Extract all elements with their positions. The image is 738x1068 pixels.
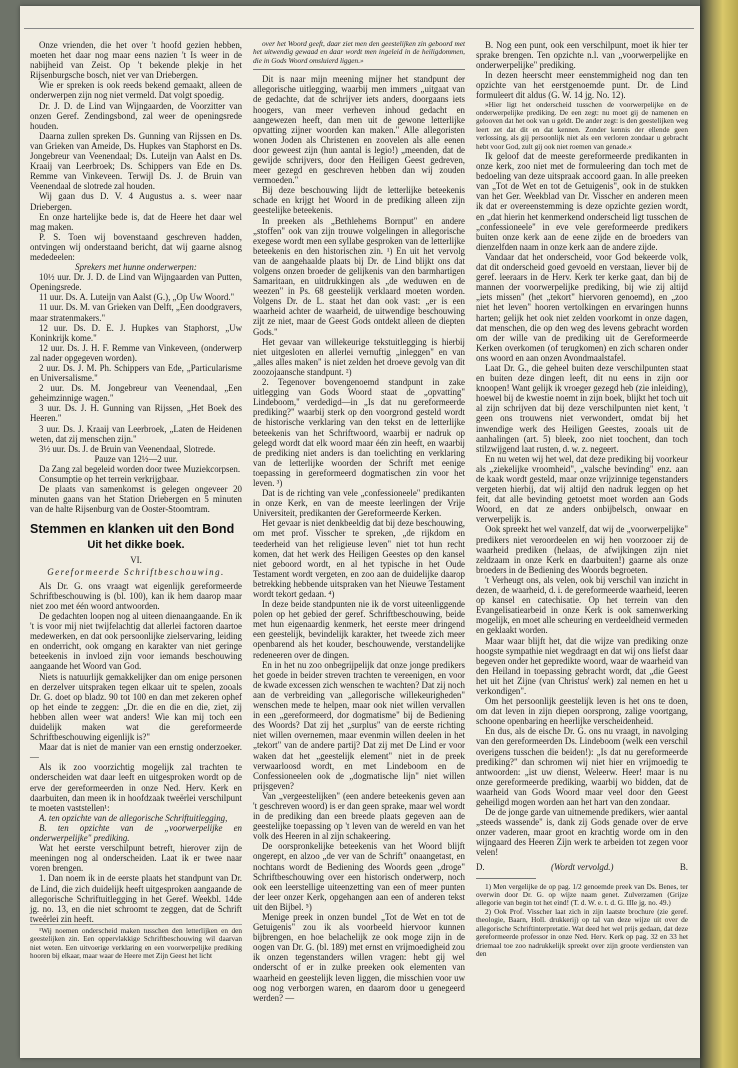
book-spine [700, 0, 738, 1068]
paragraph: Da Zang zal begeleid worden door twee Muziekcorpsen. [39, 463, 241, 474]
paragraph: Als Dr. G. ons vraagt wat eigenlijk gereformeerde Schriftbeschouwing is (bl. 100), kan ik hem daarop maar niet zoo met één woord antwoorden. [30, 580, 242, 611]
paragraph: De plaats van samenkomst is gelegen ongeveer 20 minuten gaans van het Station Driebergen en 5 minuten van de halte Rijsenburg van de Ooster-Stoomtram. [30, 484, 242, 515]
program-item: 12 uur. Ds. D. E. J. Hupkes van Staphorst, „Uw Koninkrijk kome." [30, 322, 242, 343]
paragraph: Het gevaar is niet denkbeeldig dat bij deze beschouwing, om met prof. Visscher te spreken, „de rijkdom en teederheid van het religieuse leven" niet tot hun recht komen, dat het werk des Heiligen Geestes op den kansel niet geboord wordt, en al het typische in het Oude Testament wordt vergeten, en zoo aan de duidelijke daarop betrekking hebbende uitspraken van het Nieuwe Testament wordt tekort gedaan. ⁴) [253, 518, 465, 599]
column-1 [30, 40, 242, 961]
top-rule [24, 28, 694, 29]
program-item: 11 uur. Ds. A. Luteijn van Aalst (G.), „Op Uw Woord." [39, 292, 235, 303]
paragraph: Niets is natuurlijk gemakkelijker dan om enige personen en derzelver uitspraken tegen elkaar uit te spelen, zooals Dr. G. doet op bladz. 90 tot 100 en dan met zekeren ophef op het einde te zeggen: „Dr. die en die en die, ziet, zij hebben allen weer wat anders! Wie kan mij toch een duidelijk maken wat die gereformeerde Schriftbeschouwing eigenlijk is?" [30, 671, 242, 743]
program-item: 3 uur. Ds. J. H. Gunning van Rijssen, „Het Boek des Heeren." [30, 403, 242, 424]
paragraph: Vandaar dat het onderscheid, voor God bekeerde volk, dat dit onderscheid goed gevoeld en verstaan, liever bij de geref. leeraars in de Herv. Kerk ter kerke gaat, dan bij de mannen der voorwerpelijke prediking, bij wie zij altijd „iets missen" (het „tekort" hiervoren genoemd), en „zoo niet het leven" hooren vertolkingen en ervaringen hunns harten; gelijk het ook niet zelden voorkomt in onze dagen, dat menschen, die op den weg des levens gebracht worden om der wille van de prediking uit de Gereformeerde Kerken overkomen (of terugkomen) en zich scharen onder ons woord en aan onzen Avondmaalstafel. [476, 251, 688, 363]
program-item: 10½ uur. Dr. J. D. de Lind van Wijngaarden van Putten, Openingsrede. [30, 272, 242, 293]
paragraph: P. S. Toen wij bovenstaand geschreven hadden, ontvingen wij onderstaand bericht, dat wij gaarne alsnog mededeelen: [30, 231, 242, 262]
paragraph: Het gevaar van willekeurige tekstuitlegging is hierbij niet uitgesloten en allerlei vernuftig „inleggen" en van „alles alles maken" is niet zelden het droeve gevolg van dit zoozojaansche standpunt. ²) [253, 336, 465, 377]
paragraph: Consumptie op het terrein verkrijgbaar. [39, 474, 179, 485]
scan-left-edge [0, 0, 20, 1068]
program-item: 2 uur. Ds. M. Jongebreur van Veenendaal, „Een geheimzinnige wagen." [30, 383, 242, 404]
footnote: 1) Men vergelijke de op pag. 1/2 genoemde preek van Ds. Benes, ter overwin door Dr. G. op wijze naam genet. Zulverzamen (Grijze allegorie van begin tot het eind! (T. d. W. e. t. d. G. IIIe jg. no. 49.) [476, 881, 688, 908]
paragraph: Laat Dr. G., die geheel buiten deze verschilpunten staat en buiten deze dingen leeft, dit nu eens in zijn oor knoopen! Want gelijk ik vroeger gezegd heb (zie inleiding), hoewel bij de kwestie noemt in zijn boek, blijkt het toch uit al zijn schrijven dat bij deze verschilpunten niet kent, 't geen ons trouwens niet verwondert, omdat bij het inwendige werk des Heiligen Geestes, zooals uit de aanhalingen (art. 5) bleek, zoo niet toochent, dan toch stilzwijgend laat rusten, d. w. z. negeert. [476, 362, 688, 454]
paragraph: Onze vrienden, die het over 't hoofd gezien hebben, moeten het daar nog maar eens nazien 't Is weer in de nabijheid van Zeist. Op 't bekende plekje in het Rijsenburgsche bosch, niet ver van Driebergen. [30, 40, 242, 81]
paragraph: 1. Dan noem ik in de eerste plaats het standpunt van Dr. de Lind, die zich duidelijk heeft uitgesproken aangaande de allegorische Schriftuitlegging in het Geref. Weekbl. 14de jg. no. 13, en die niet schroomt te zeggen, dat de Schrift tweërlei zin heeft. [30, 873, 242, 924]
paragraph: 't Verheugt ons, als velen, ook bij verschil van inzicht in dezen, de waarheid, d. i. de gereformeerde waarheid, leeren op kansel en catechisatie. Op het terrein van den Evangelisatiearbeid in onze Kerk is ook samenwerking mogelijk, en moet alle scheuring en verdeeldheid vermeden en geklaakt worden. [476, 574, 688, 636]
program-item: 2 uur. Ds. J. M. Ph. Schippers van Ede, „Particularisme en Universalisme." [30, 363, 242, 384]
program-item: 12 uur. Ds. J. H. F. Remme van Vinkeveen, (onderwerp zal nader opgegeven worden). [30, 342, 242, 363]
paragraph: Wij gaan dus D. V. 4 Augustus a. s. weer naar Driebergen. [30, 191, 242, 212]
program-item: 3½ uur. Ds. J. de Bruin van Veenendaal, Slotrede. [39, 443, 216, 454]
footnote: 2) Ook Prof. Visscher laat zich in zijn laatste brochure (zie geref. theologie, Baarn, Holl. drukkerij) op tal van deze wijze uit over de allegorische Schriftinterpretatie. Wat deed het wel prijs gedaan, dat deze gereformeerde professor in onze Ned. Herv. Kerk op pag. 32 en 33 het driemaal toe zoo nadrukkelijk spreekt over zijn groote verdiensten van den [476, 906, 688, 958]
paragraph: Bij deze beschouwing lijdt de letterlijke beteekenis schade en krijgt het Woord in de prediking alleen zijn geestelijke beteekenis. [253, 185, 465, 216]
paragraph: En onze hartelijke bede is, dat de Heere het daar wel mag maken. [30, 211, 242, 232]
signature-initial-left: D. [476, 861, 485, 872]
paragraph: Maar waar blijft het, dat die wijze van prediking onze hoogste sympathie niet wegdraagt en dat wij ons liefst daar begeven onder het geprediktе woord, waar de waarheid van den Heiland in toepassing gebracht wordt, dat „die Geest het uit het Zijne (van Christus' werk) zal nemen en het u verkondigen". [476, 635, 688, 696]
section-heading: Stemmen en klanken uit den Bond [30, 522, 235, 537]
paragraph: In deze beide standpunten nie ik de vorst uiteenliggende polen op het gebied der geref. Schriftbeschouwing, beide met hun eigenaardig kenmerk, het eerste meer dringend een geestelijk, bevindelijk karakter, het tweede zich meer openbarend als het kouder, beschouwende, verstandelijke redeneeren over de dingen. [253, 599, 465, 660]
footnote-rule [476, 878, 536, 879]
section-subheading: Uit het dikke boek. [87, 539, 185, 552]
paragraph: Dat is de richting van vele „confessioneele" predikanten in onze Kerk, en van de meeste leerlingen der Vrije Universiteit, predikanten der Gereformeerde Kerken. [253, 488, 465, 519]
paragraph: In preeken als „Bethlehems Bornput" en andere „stoffen" ook van zijn trouwe volgelingen in allegorische exegese wordt men een syllabe gesproken van de letterlijke beteekenis en den historischen zin. ¹) En uit het vervolg van de aangehaalde plaats bij Dr. de Lind blijkt ons dat volgens onzen broeder de gelijkenis van den barmhartigen Samaritaan, en uitdrukkingen als „de weduwen en de weezen" in Ps. 68 geestelijk verklaard moeten worden. Volgens Dr. de L. staat het dan ook vast: „er is een waarheid achter de waarheid, de uitwendige beschouwing zijt ze niet, maar de Geest Gods ontdekt alleen de diepten Gods." [253, 215, 465, 337]
paragraph: Ik geloof dat de meeste gereformeerde predikanten in onze kerk, zoo niet met de formuleering dan toch met de bedoeling van deze uitspraak accoord gaan. In alle preeken van „Tot de Wet en tot de Getuigenis", ook in de stukken van het Ger. Weekblad van Dr. Visscher en anderen meen ik dat er overeenstemming is deze opzichte gezien wordt, en „dat hierin het kenmerkend onderscheid ligt tusschen de „confessioneele" in eve vele gereformeerde predikers buiten onze kerk aan de eene zijde en de broeders van dienzelfden naam in onze kerk aan de andere zijde. [476, 151, 688, 252]
signature-line [476, 862, 688, 872]
divider [253, 69, 465, 70]
paragraph: Ook spreekt het wel vanzelf, dat wij de „voorwerpelijke" predikers niet veroordeelen en wij hen voorzooer zij de waarheid prediken (helaas, de afwijkingen zijn niet zeldzaam in onze Kerk en daarbuiten!) gaarne als onze broeders in de Bediening des Woords begroeten. [476, 524, 688, 575]
quote-block: »Hier ligt het onderscheid tusschen de voorwerpelijke en de onderwerpelijke prediking. De een zegt: nu moet gij de namenen en gelooven dat het ook van u geldt. De ander zegt: is den geestelijken weg leert zet dat dit en dat kennen. Zonder kennis der ellende geen verlossing, als gij persoonlijk niet als een verloren zondaar u gebracht hebt voor God, zult gij ook niet roemen van genade.« [476, 99, 688, 151]
paragraph: Dit is naar mijn meening mijner het standpunt der allegorische uitlegging, waarbij men immers „uitgaat van de gedachte, dat de schrijver iets anders, doorgaans iets hoogers, van meer verheven inhoud gedacht en aangewezen heeft, dan men uit de gewone letterlijke opvatting zijner woorden kan maken." Alle allegoristen wonen Joden als Christenen en zoovelen als alle eenen door geweest zijn (hun aantal is legio!) „meenden, dat de gewijde schrijvers, door den Heiligen Geest gedreven, meer gezegd en geschreven hebben dan wij zouden vermoeden." [253, 74, 465, 186]
paragraph: De gedachten loopen nog al uiteen dienaangaande. En ik 't is voor mij niet twijfelachtig dat allerlei factoren daartoe medewerken, en dat ook persoonlijke zielservaring, leiding en onderricht, ook omgang en karakter van niet geringe beteekenis in invloed zijn voor iemands beschouwing aangaande het Woord van God. [30, 610, 242, 672]
footnote: ¹Wij noemen onderscheid maken tusschen den letterlijken en den geestelijken zin. Een oppervlakkige Schriftbeschouwing wil daarvan niet weten. Een uitvoerige verklaring en een voorwerpelijke prediking hooren bij elkaar, maar waar de Heere met Zijn Geest het licht [30, 925, 242, 961]
paragraph: Daarna zullen spreken Ds. Gunning van Rijssen en Ds. van Grieken van Ameide, Ds. Hupkes van Staphorst en Ds. Jongebreur van Veenendaal; Ds. Luteijn van Aalst en Ds. Kraaij van Leerbroek; Ds. Schippers van Ede en Ds. Remme van Vinkeveen. Terwijl Ds. J. de Bruin van Veenendaal de slotrede zal houden. [30, 130, 242, 192]
footnote-continued: over het Woord geeft, daar ziet men den geestelijken zin geboord met het uitwendig gewaad en daar wordt men ingeleid in de heiligdommen, die in Gods Woord omsluierd liggen.» [253, 39, 465, 65]
program-item: 3 uur. Ds. J. Kraaij van Leerbroek, „Laten de Heidenen weten, dat zij menschen zijn." [30, 423, 242, 444]
paragraph: Maar dat is niet de manier van een ernstig onderzoeker. — [30, 742, 242, 763]
paragraph: B. Nog een punt, ook een verschilpunt, moet ik hier ter sprake brengen. Ten opzichte n.l. van „voorwerpelijke en onderwerpelijke" prediking. [476, 40, 688, 71]
pause-line: Pauze van 12½—2 uur. [94, 453, 178, 464]
paragraph: Wie er spreken is ook reeds bekend gemaakt, alleen de onderwerpen zijn nog niet vermeld. Dat volgt spoedig. [30, 80, 242, 101]
paragraph: B. ten opzichte van de „voorwerpelijke en onderwerpelijke" prediking. [30, 822, 242, 844]
paragraph: Als ik zoo voorzichtig mogelijk zal trachten te onderscheiden wat daar leeft en uitgesproken wordt op de erve der gereformeerden in onze Ned. Herv. Kerk en daarbuiten, dan meen ik in hoofdzaak tweërlei verschilpunt te moeten vaststellen¹: [30, 762, 242, 813]
paragraph: En dus, als de eische Dr. G. ons nu vraagt, in navolging van den gereformeerden Ds. Lindeboom (welk een verschil overigens tusschen die beiden!): „Is dat nu gereformeerde prediking?" dan schromen wij niet hier en vrijmoedig te antwoorden: „ist uw dienst, Weleerw. Heer! maar is nu onze gereformeerde prediking, waarbij wo bidden, dat de waarheid van Gods Woord maar veel door den Geest geheiligd mogen worden aan het hart van den zondaar. [476, 726, 688, 807]
to-be-continued: (Wordt vervolgd.) [551, 861, 614, 872]
paragraph: Wat het eerste verschilpunt betreft, hierover zijn de meeningen nog al onderscheiden. Laat ik er twee naar voren brengen. [30, 843, 242, 874]
paragraph: En nu weten wij het wel, dat deze prediking bij voorkeur als „ziekelijke vroomheid", „valsche bevinding" enz. aan de kaak wordt gesteld, maar onze vrijzinnige tegenstanders vergeten hierbij, dat wij altijd den nadruk leggen op het feit, dat alle bevinding getoetst moet worden aan Gods Woord, en dat ze anders onbijbelsch, onwaar en verwerpelijk is. [476, 453, 688, 525]
column-2 [253, 40, 465, 1003]
paragraph: De oorspronkelijke beteekenis van het Woord blijft ongerept, en alzoo „de ver van de Schrift" onaangetast, en nochtans wordt de Bediening des Woords geen „droge" Schriftbeschouwing over een historisch onderwerp, noch ook een leerstellige uiteenzetting van een of meer punten der leer onzer Kerk, opgehangen aan een of anderen tekst uit den Bijbel. ⁵) [253, 841, 465, 912]
paragraph: Menige preek in onzen bundel „Tot de Wet en tot de Getuigenis" zou ik als voorbeeld hiervoor kunnen bijbrengen, en hoe belachelijk ze ook moge zijn in de oogen van Dr. G. (bl. 189) met ernst en vrijmoedigheid zou ik onzen tegenstanders willen vragen: hebt gij wel onderscht of er in zulke preeken ook elementen van waarheid en geestelijk leven liggen, die misschien voor uw oog nog verborgen waren, en daarom door u genegeerd werden? — [253, 912, 465, 1003]
paragraph: 2. Tegenover bovengenoemd standpunt in zake uitlegging van Gods Woord staat de „opvatting" Lindeboom," verdedigd—in „Is dat nu gereformeerde prediking?" waarbij sterk op den voorgrond gesteld wordt de historische verklaring van den tekst en de letterlijke beteekenis van het Schriftwoord, waarbij er nadruk op gelegd wordt dat elk woord maar één zin heeft, en waarbij de prediking niet anders is dan toelichting en verklaring van de letterlijke woorden der Schrift met eenige toepassing in gereformeerd dogmatischen zin voor het leven. ³) [253, 377, 465, 488]
article-title: Gereformeerde Schriftbeschouwing. [47, 566, 225, 577]
signature-initial-right: B. [679, 861, 688, 872]
article-number: VI. [130, 554, 142, 565]
paragraph: Om het persoonlijk geestelijk leven is het ons te doen, om dat leven in zijn diepen oorsprong, zalige voortgang, schoone openbaring en heerlijke verscheidenheid. [476, 696, 688, 727]
paragraph: En in het nu zoo onbegrijpelijk dat onze jonge predikers het goede in beider streven trachten te vereenigen, en voor de kwade excessen zich wenschen te wachten? Dat zij noch aan de verbreiding van „allegorische willekeurigheden" wenschen mede te helpen, maar ook niet willen vervallen in een „gereformeerd, dor dogmatisme" bij de Bediening des Woords? Dat zij het „surplus" van de eerste richting niet willen overnemen, maar evenmin willen deelen in het „tekort" van de andere partij? Dat zij met De Lind er voor waken dat het „geestelijk element" niet in de preek verwaarloosd wordt, en met Lindeboom en de Confessioneelen ook de „dogmatische lijn" niet willen prijsgeven? [253, 659, 465, 791]
paragraph: A. ten opzichte van de allegorische Schriftuitlegging, [39, 812, 228, 823]
column-3 [476, 40, 688, 958]
paragraph: Van „vergeestelijken" (een andere beteekenis geven aan 't geschreven woord) is er dan geen sprake, maar wel wordt in de prediking dan een breede plaats gegeven aan de geestelijke toepassing op 't leven van de wereld en van het volk des Heeren in al zijn schakeering. [253, 790, 465, 842]
paragraph: De de jonge garde van uitnemende predikers, wier aantal „steeds wassende" is, dank zij Gods genade over de erve onzer vaderen, maar groot en krachtig worde om in den wijngaard des Heeren Zijn werk te arbeiden tot zegen voor velen! [476, 807, 688, 858]
program-item: 11 uur. Ds. M. van Grieken van Delft, „Een doodgravers, maar stratenmakers." [30, 302, 242, 323]
paragraph: Dr. J. D. de Lind van Wijngaarden, de Voorzitter van onzen Geref. Zendingsbond, zal weer de openingsrede houden. [30, 100, 242, 131]
program-title: Sprekers met hunne onderwerpen: [75, 262, 197, 273]
paragraph: In dezen heerscht meer eenstemmigheid nog dan ten opzichte van het eerstgenoemde punt. Dr. de Lind formuleert dit aldus (G. W. 14 jg. No. 12). [476, 70, 688, 101]
